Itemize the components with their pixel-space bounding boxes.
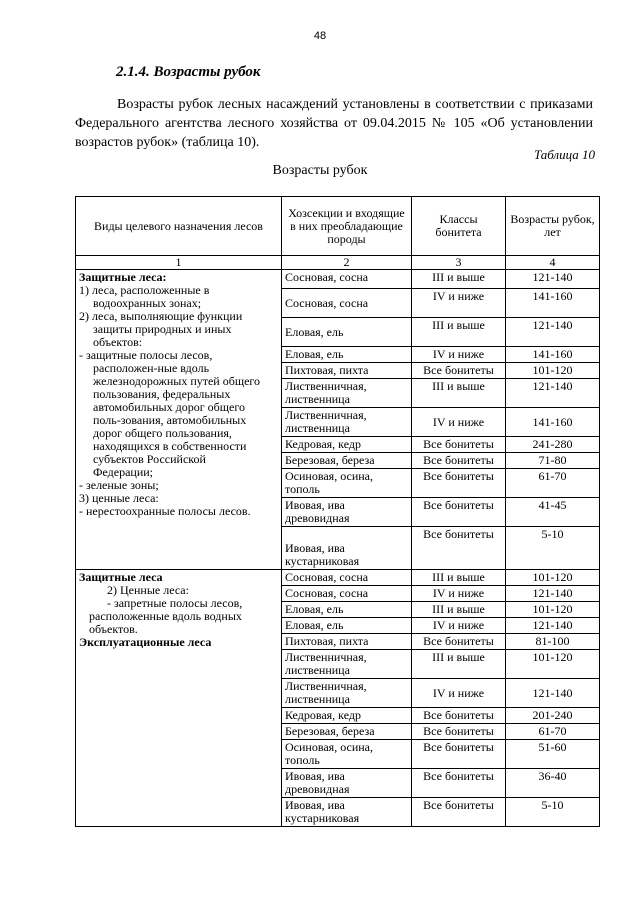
age-cell: 71-80 — [506, 453, 600, 469]
purpose-line: защиты природных и иных — [93, 322, 232, 336]
age-cell: 5-10 — [506, 798, 600, 827]
bonitet-cell: III и выше — [412, 379, 506, 408]
purpose-line: Защитные леса: — [79, 270, 167, 284]
column-index: 4 — [506, 256, 600, 270]
bonitet-cell: III и выше — [412, 602, 506, 618]
age-cell: 201-240 — [506, 708, 600, 724]
species-cell: Кедровая, кедр — [282, 708, 412, 724]
table-row — [76, 270, 600, 289]
species-cell: Лиственничная, лиственница — [282, 379, 412, 408]
bonitet-cell: IV и ниже — [412, 289, 506, 318]
bonitet-cell: Все бонитеты — [412, 453, 506, 469]
header-age: Возрасты рубок, лет — [506, 197, 600, 256]
purpose-line: - запретные полосы лесов, — [107, 596, 243, 610]
bonitet-cell: Все бонитеты — [412, 708, 506, 724]
purpose-line: объектов. — [89, 622, 138, 636]
species-cell: Сосновая, сосна — [282, 586, 412, 602]
age-cell: 121-140 — [506, 618, 600, 634]
species-cell: Сосновая, сосна — [282, 570, 412, 586]
species-cell: Сосновая, сосна — [282, 289, 412, 318]
species-cell: Ивовая, ива древовидная — [282, 769, 412, 798]
purpose-line: находящихся в собственности — [93, 439, 247, 453]
age-cell: 5-10 — [506, 527, 600, 570]
age-cell: 121-140 — [506, 318, 600, 347]
bonitet-cell: IV и ниже — [412, 408, 506, 437]
table-row — [76, 570, 600, 586]
age-cell: 101-120 — [506, 602, 600, 618]
page-number: 48 — [313, 30, 327, 42]
species-cell: Ивовая, ива древовидная — [282, 498, 412, 527]
species-cell: Еловая, ель — [282, 347, 412, 363]
purpose-line: расположенные вдоль водных — [89, 609, 242, 623]
bonitet-cell: Все бонитеты — [412, 469, 506, 498]
bonitet-cell: Все бонитеты — [412, 769, 506, 798]
purpose-line: - нерестоохранные полосы лесов. — [79, 504, 251, 518]
age-cell: 141-160 — [506, 289, 600, 318]
column-index: 2 — [282, 256, 412, 270]
section-heading: 2.1.4. Возрасты рубок — [116, 64, 261, 80]
age-cell: 101-120 — [506, 570, 600, 586]
age-cell: 121-140 — [506, 586, 600, 602]
bonitet-cell: Все бонитеты — [412, 798, 506, 827]
purpose-line: - зеленые зоны; — [79, 478, 159, 492]
purpose-line: Эксплуатационные леса — [79, 635, 212, 649]
bonitet-cell: IV и ниже — [412, 347, 506, 363]
species-cell: Еловая, ель — [282, 602, 412, 618]
bonitet-cell: Все бонитеты — [412, 498, 506, 527]
purpose-line: дорог общего пользования, — [93, 426, 232, 440]
bonitet-cell: IV и ниже — [412, 679, 506, 708]
column-index: 3 — [412, 256, 506, 270]
age-cell: 81-100 — [506, 634, 600, 650]
species-cell: Осиновая, осина, тополь — [282, 740, 412, 769]
bonitet-cell: Все бонитеты — [412, 363, 506, 379]
purpose-line: 3) ценные леса: — [79, 491, 159, 505]
species-cell: Березовая, береза — [282, 724, 412, 740]
column-index: 1 — [76, 256, 282, 270]
purpose-line: Федерации; — [93, 465, 154, 479]
age-cell: 141-160 — [506, 408, 600, 437]
age-cell: 51-60 — [506, 740, 600, 769]
species-cell: Лиственничная, лиственница — [282, 679, 412, 708]
species-cell: Кедровая, кедр — [282, 437, 412, 453]
species-cell: Лиственничная, лиственница — [282, 408, 412, 437]
purpose-line: расположен-ные вдоль — [93, 361, 210, 375]
bonitet-cell: Все бонитеты — [412, 437, 506, 453]
age-cell: 121-140 — [506, 270, 600, 289]
bonitet-cell: III и выше — [412, 650, 506, 679]
species-cell: Березовая, береза — [282, 453, 412, 469]
species-cell: Еловая, ель — [282, 618, 412, 634]
purpose-line: субъектов Российской — [93, 452, 206, 466]
purpose-line: 2) Ценные леса: — [107, 583, 189, 597]
age-cell: 121-140 — [506, 379, 600, 408]
age-cell: 61-70 — [506, 469, 600, 498]
purpose-line: 1) леса, расположенные в — [79, 283, 210, 297]
bonitet-cell: Все бонитеты — [412, 724, 506, 740]
species-cell: Ивовая, ива кустарниковая — [282, 798, 412, 827]
age-cell: 61-70 — [506, 724, 600, 740]
age-cell: 121-140 — [506, 679, 600, 708]
age-cell: 141-160 — [506, 347, 600, 363]
table-header-row — [76, 197, 600, 256]
column-index-row — [76, 256, 600, 270]
purpose-line: - защитные полосы лесов, — [79, 348, 213, 362]
intro-paragraph: Возрасты рубок лесных насаждений установлены в соответствии с приказами Федерального агентства лесного хозяйства от 09.04.2015 № 105 «Об установлении возрастов рубок» (таблица 10). — [75, 97, 593, 150]
table-number: Таблица 10 — [533, 147, 595, 162]
table-caption: Возрасты рубок — [272, 163, 368, 178]
purpose-line: автомобильных дорог общего — [93, 400, 245, 414]
bonitet-cell: IV и ниже — [412, 586, 506, 602]
purpose-line: поль-зования, автомобильных — [93, 413, 247, 427]
header-bonitet: Классы бонитета — [412, 197, 506, 256]
bonitet-cell: III и выше — [412, 570, 506, 586]
age-cell: 41-45 — [506, 498, 600, 527]
species-cell: Пихтовая, пихта — [282, 634, 412, 650]
header-species: Хозсекции и входящие в них преобладающие породы — [282, 197, 412, 256]
age-cell: 101-120 — [506, 363, 600, 379]
purpose-line: 2) леса, выполняющие функции — [79, 309, 243, 323]
purpose-line: железнодорожных путей общего — [93, 374, 261, 388]
cutting-age-table — [75, 196, 600, 827]
bonitet-cell: IV и ниже — [412, 618, 506, 634]
species-cell: Сосновая, сосна — [282, 270, 412, 289]
age-cell: 36-40 — [506, 769, 600, 798]
header-purpose: Виды целевого назначения лесов — [76, 197, 282, 256]
bonitet-cell: III и выше — [412, 270, 506, 289]
species-cell: Лиственничная, лиственница — [282, 650, 412, 679]
bonitet-cell: Все бонитеты — [412, 527, 506, 570]
age-cell: 101-120 — [506, 650, 600, 679]
species-cell: Осиновая, осина, тополь — [282, 469, 412, 498]
species-cell: Еловая, ель — [282, 318, 412, 347]
age-cell: 241-280 — [506, 437, 600, 453]
purpose-cell-group1 — [76, 270, 282, 570]
bonitet-cell: Все бонитеты — [412, 634, 506, 650]
species-cell: Ивовая, ива кустарниковая — [282, 527, 412, 570]
bonitet-cell: III и выше — [412, 318, 506, 347]
bonitet-cell: Все бонитеты — [412, 740, 506, 769]
purpose-cell-group2 — [76, 570, 282, 827]
purpose-line: объектов: — [93, 335, 143, 349]
purpose-line: Защитные леса — [79, 570, 163, 584]
species-cell: Пихтовая, пихта — [282, 363, 412, 379]
purpose-line: пользования, федеральных — [93, 387, 231, 401]
purpose-line: водоохранных зонах; — [93, 296, 202, 310]
